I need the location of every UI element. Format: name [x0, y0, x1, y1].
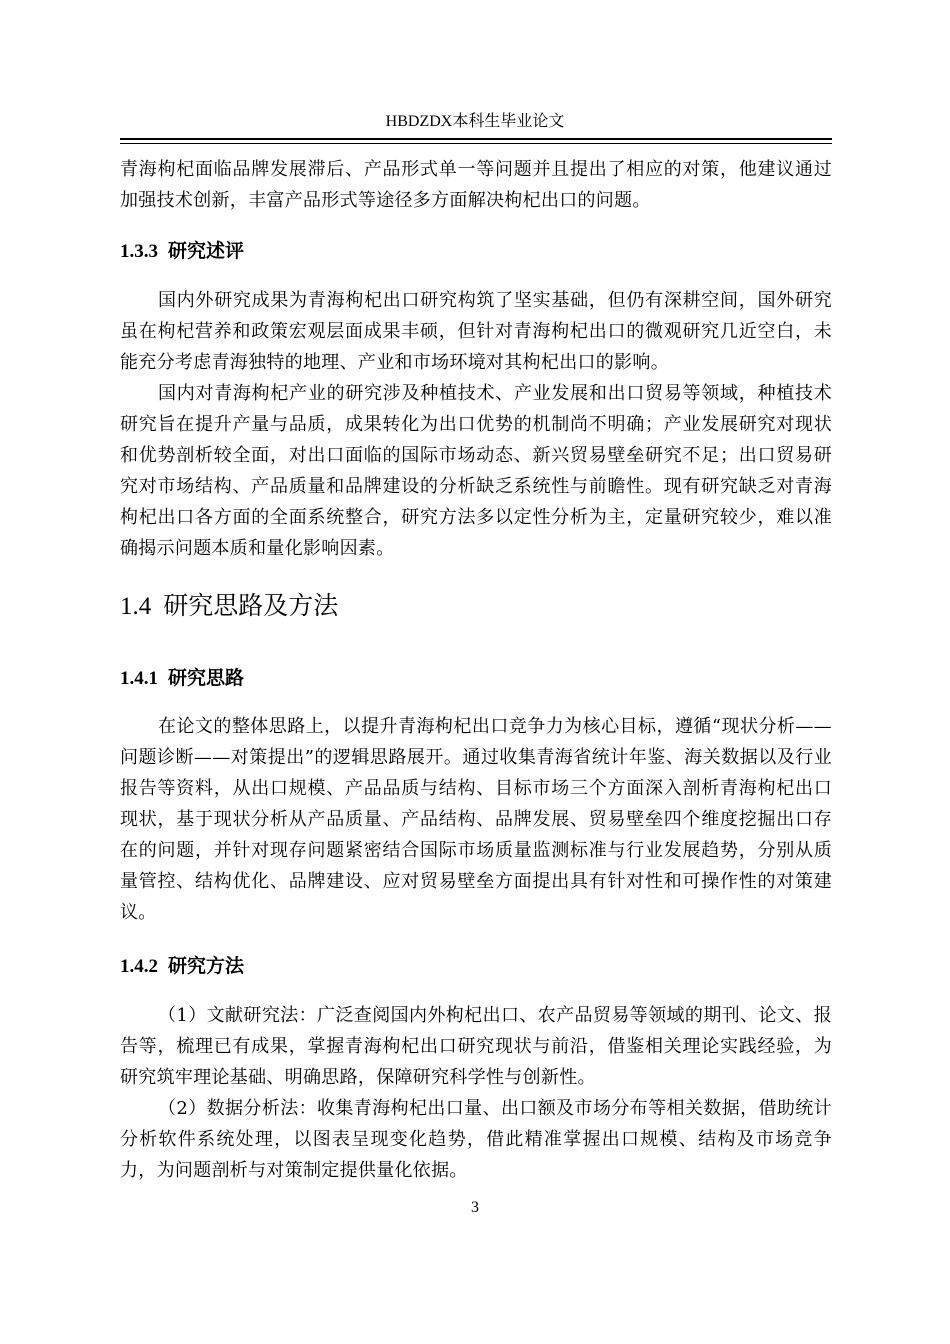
- paragraph: 国内对青海枸杞产业的研究涉及种植技术、产业发展和出口贸易等领域，种植技术研究旨在提升产量与品质，成果转化为出口优势的机制尚不明确；产业发展研究对现状和优势剖析较全面，对出口面临的国际市场动态、新兴贸易壁垒研究不足；出口贸易研究对市场结构、产品质量和品牌建设的分析缺乏系统性与前瞻性。现有研究缺乏对青海枸杞出口各方面的全面系统整合，研究方法多以定性分析为主，定量研究较少，难以准确揭示问题本质和量化影响因素。: [120, 383, 832, 559]
- section-title: 研究思路及方法: [163, 593, 339, 620]
- section-title: 研究方法: [168, 956, 245, 977]
- header-rule-thin: [120, 143, 832, 144]
- section-1-4-2-heading: [120, 955, 244, 979]
- paragraph: 国内外研究成果为青海枸杞出口研究构筑了坚实基础，但仍有深耕空间，国外研究虽在枸杞营养和政策宏观层面成果丰硕，但针对青海枸杞出口的微观研究几近空白，未能充分考虑青海独特的地理、产业和市场环境对其枸杞出口的影响。: [120, 290, 832, 373]
- header-rule-thick: [120, 138, 832, 140]
- header-title: HBDZDX本科生毕业论文: [385, 113, 565, 130]
- section-number: 1.4.2: [120, 956, 158, 977]
- paragraph: （1）文献研究法：广泛查阅国内外枸杞出口、农产品贸易等领域的期刊、论文、报告等，梳理已有成果，掌握青海枸杞出口研究现状与前沿，借鉴相关理论实践经验，为研究筑牢理论基础、明确思路，保障研究科学性与创新性。: [120, 1005, 832, 1088]
- paragraph: 在论文的整体思路上，以提升青海枸杞出口竞争力为核心目标，遵循“现状分析——问题诊断——对策提出”的逻辑思路展开。通过收集青海省统计年鉴、海关数据以及行业报告等资料，从出口规模、产品品质与结构、目标市场三个方面深入剖析青海枸杞出口现状，基于现状分析从产品质量、产品结构、品牌发展、贸易壁垒四个维度挖掘出口存在的问题，并针对现存问题紧密结合国际市场质量监测标准与行业发展趋势，分别从质量管控、结构优化、品牌建设、应对贸易壁垒方面提出具有针对性和可操作性的对策建议。: [120, 716, 832, 923]
- page-number: 3: [471, 1199, 479, 1216]
- section-1-4-heading: [120, 592, 338, 622]
- section-title: 研究思路: [168, 668, 245, 689]
- continuation-paragraph: 青海枸杞面临品牌发展滞后、产品形式单一等问题并且提出了相应的对策，他建议通过加强技术创新，丰富产品形式等途径多方面解决枸杞出口的问题。: [120, 159, 832, 211]
- section-title: 研究述评: [168, 241, 245, 262]
- paragraph: （2）数据分析法：收集青海枸杞出口量、出口额及市场分布等相关数据，借助统计分析软件系统处理，以图表呈现变化趋势，借此精准掌握出口规模、结构及市场竞争力，为问题剖析与对策制定提供量化依据。: [120, 1098, 832, 1181]
- section-number: 1.3.3: [120, 241, 158, 262]
- section-number: 1.4.1: [120, 668, 158, 689]
- section-1-4-1-heading: [120, 667, 244, 691]
- section-1-3-3-heading: [120, 240, 244, 264]
- section-number: 1.4: [120, 593, 152, 620]
